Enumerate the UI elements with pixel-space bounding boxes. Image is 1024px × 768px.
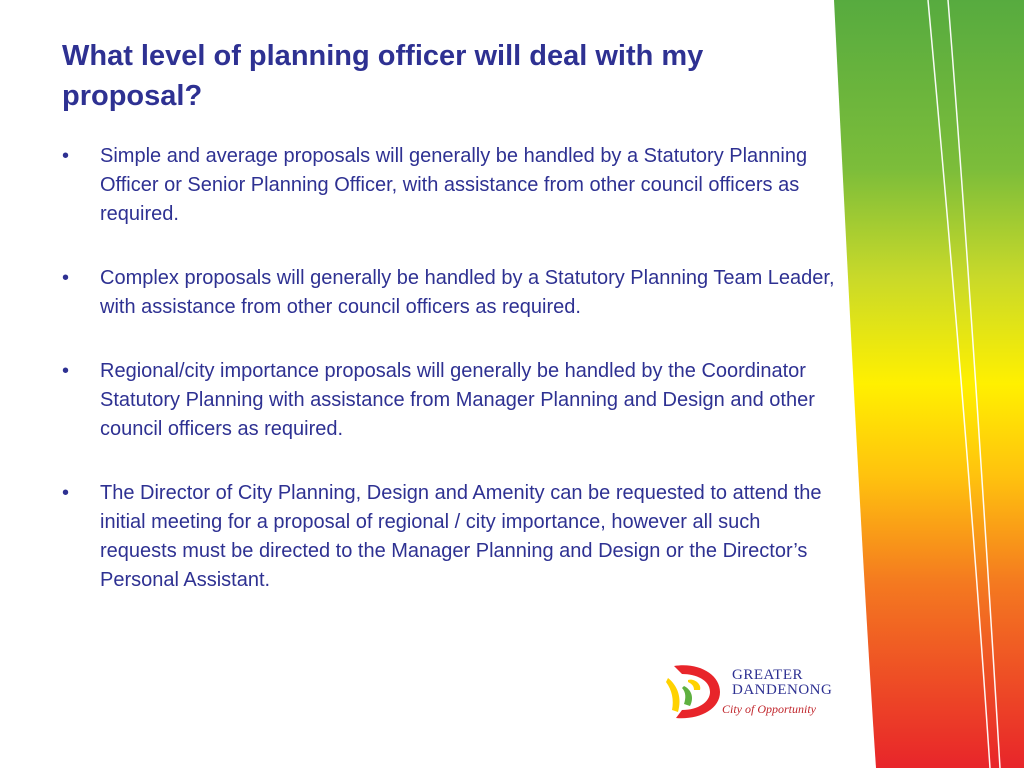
bullet-item bbox=[62, 479, 842, 595]
logo-line-dandenong: DANDENONG bbox=[732, 682, 833, 698]
bullet-item bbox=[62, 357, 842, 444]
logo-tagline: City of Opportunity bbox=[722, 702, 816, 716]
bullet-text: Complex proposals will generally be handled by a Statutory Planning Team Leader, with assistance from other council officers as required. bbox=[100, 267, 835, 318]
greater-dandenong-emblem-icon bbox=[664, 660, 726, 722]
bullet-marker: • bbox=[62, 360, 70, 382]
bullet-item bbox=[62, 142, 842, 229]
bullet-marker: • bbox=[62, 482, 70, 504]
logo-line-greater: GREATER bbox=[732, 667, 803, 683]
logo-wordmark bbox=[732, 668, 862, 698]
bullet-text: Regional/city importance proposals will generally be handled by the Coordinator Statutory Planning with assistance from Manager Planning and Design and other council officers as required. bbox=[100, 360, 815, 440]
slide-title: What level of planning officer will deal with my proposal? bbox=[62, 40, 704, 112]
bullet-marker: • bbox=[62, 145, 70, 167]
bullet-item bbox=[62, 264, 842, 322]
bullet-marker: • bbox=[62, 267, 70, 289]
bullet-text: The Director of City Planning, Design and Amenity can be requested to attend the initial meeting for a proposal of regional / city importance, however all such requests must be directed to the Manager Planning and Design or the Director’s Personal Assistant. bbox=[100, 482, 822, 591]
bullet-text: Simple and average proposals will generally be handled by a Statutory Planning Officer or Senior Planning Officer, with assistance from other council officers as required. bbox=[100, 145, 808, 225]
bullet-list bbox=[62, 142, 842, 630]
gradient-band-shape bbox=[834, 0, 1024, 768]
greater-dandenong-logo bbox=[664, 660, 854, 720]
